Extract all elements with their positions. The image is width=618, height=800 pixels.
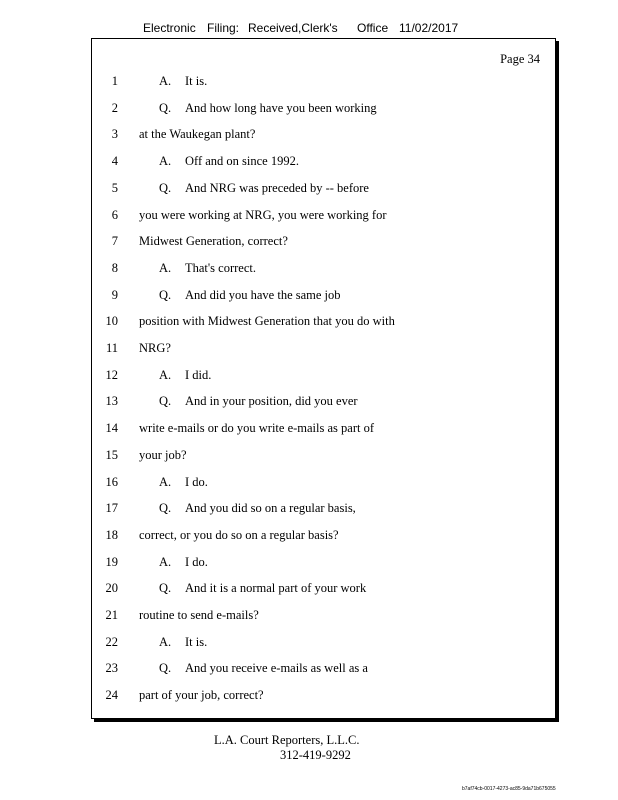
line-text <box>139 686 264 704</box>
line-text <box>159 499 356 517</box>
line-text <box>159 259 256 277</box>
line-number: 8 <box>111 260 118 275</box>
line-number: 20 <box>105 581 118 596</box>
filing-header-word: Filing: <box>207 21 240 35</box>
line-number: 17 <box>105 501 118 516</box>
line-body: It is. <box>185 74 208 88</box>
transcript-line <box>92 179 555 197</box>
line-text <box>139 419 374 437</box>
line-body: write e-mails or do you write e-mails as part of <box>139 421 374 436</box>
transcript-line <box>92 286 555 304</box>
line-body: And NRG was preceded by -- before <box>185 180 369 195</box>
transcript-line <box>92 392 555 410</box>
speaker-label: A. <box>159 554 172 569</box>
line-text <box>159 72 207 90</box>
line-number: 14 <box>105 421 118 436</box>
transcript-line <box>92 152 555 170</box>
transcript-line <box>92 606 555 624</box>
transcript-line <box>92 339 555 357</box>
footer-phone: 312-419-9292 <box>280 748 351 762</box>
speaker-label: Q. <box>159 180 172 195</box>
transcript-line <box>92 499 555 517</box>
line-number: 7 <box>111 234 118 249</box>
transcript-line <box>92 526 555 544</box>
line-number: 18 <box>105 527 118 542</box>
line-number: 13 <box>105 394 118 409</box>
line-body: routine to send e-mails? <box>139 608 259 622</box>
line-text <box>139 206 387 224</box>
line-text <box>139 339 171 357</box>
line-body: I did. <box>185 367 212 382</box>
line-body: part of your job, correct? <box>139 688 264 703</box>
transcript-line <box>92 125 555 143</box>
line-text <box>139 125 255 143</box>
transcript-line <box>92 312 555 330</box>
speaker-label: Q. <box>159 661 172 676</box>
line-number: 4 <box>111 154 118 169</box>
transcript-line <box>92 446 555 464</box>
filing-header-date: 11/02/2017 <box>399 21 459 35</box>
line-number: 12 <box>105 367 118 382</box>
speaker-label: A. <box>159 474 172 489</box>
line-text <box>139 446 187 464</box>
line-number: 16 <box>105 474 118 489</box>
line-body: position with Midwest Generation that you do with <box>139 314 395 329</box>
footer-company: L.A. Court Reporters, L.L.C. <box>214 733 360 747</box>
speaker-label: Q. <box>159 100 172 115</box>
transcript-line <box>92 259 555 277</box>
page-number: Page 34 <box>500 52 540 66</box>
line-body: NRG? <box>139 341 171 355</box>
transcript-line <box>92 553 555 571</box>
transcript-line <box>92 473 555 491</box>
line-number: 9 <box>111 287 118 302</box>
transcript-line <box>92 659 555 677</box>
line-number: 23 <box>105 661 118 676</box>
line-body: I do. <box>185 554 208 569</box>
filing-header <box>0 21 618 37</box>
filing-header-word: Office <box>357 21 389 35</box>
line-body: And did you have the same job <box>185 287 341 302</box>
speaker-label: A. <box>159 367 172 382</box>
line-number: 2 <box>111 100 118 115</box>
line-text <box>159 473 208 491</box>
transcript-line <box>92 72 555 90</box>
speaker-label: A. <box>159 154 172 169</box>
line-text <box>139 526 339 544</box>
line-body: That's correct. <box>185 260 256 275</box>
line-text <box>139 312 395 330</box>
line-number: 6 <box>111 207 118 222</box>
line-body: And you receive e-mails as well as a <box>185 661 368 676</box>
transcript-line <box>92 633 555 651</box>
line-text <box>159 553 208 571</box>
line-text <box>159 659 368 677</box>
line-body: correct, or you do so on a regular basis? <box>139 527 339 542</box>
line-number: 5 <box>111 180 118 195</box>
transcript-page <box>91 38 556 719</box>
line-text <box>159 179 369 197</box>
line-body: Midwest Generation, correct? <box>139 234 288 249</box>
line-body: you were working at NRG, you were working for <box>139 207 387 222</box>
line-text <box>139 232 288 250</box>
line-body: And how long have you been working <box>185 100 377 115</box>
line-number: 10 <box>105 314 118 329</box>
speaker-label: Q. <box>159 581 172 596</box>
speaker-label: A. <box>159 74 172 88</box>
line-number: 22 <box>105 634 118 649</box>
line-text <box>159 99 377 117</box>
line-text <box>159 152 299 170</box>
line-text <box>139 606 259 624</box>
transcript-line <box>92 99 555 117</box>
line-body: at the Waukegan plant? <box>139 127 256 142</box>
transcript-line <box>92 232 555 250</box>
line-text <box>159 633 207 651</box>
line-body: Off and on since 1992. <box>185 154 299 169</box>
line-number: 19 <box>105 554 118 569</box>
line-body: I do. <box>185 474 208 489</box>
document-hash: b7af74cb-0017-4273-ac85-9da71b675055 <box>462 786 556 792</box>
line-body: It is. <box>185 634 208 649</box>
line-body: And it is a normal part of your work <box>185 581 367 596</box>
filing-header-word: Electronic <box>143 21 196 35</box>
transcript-line <box>92 206 555 224</box>
speaker-label: Q. <box>159 287 172 302</box>
line-number: 3 <box>111 127 118 142</box>
speaker-label: A. <box>159 260 172 275</box>
speaker-label: Q. <box>159 501 172 516</box>
transcript-line <box>92 579 555 597</box>
line-number: 1 <box>111 74 118 88</box>
transcript-line <box>92 686 555 704</box>
speaker-label: A. <box>159 634 172 649</box>
transcript-line <box>92 419 555 437</box>
line-body: your job? <box>139 447 187 462</box>
line-body: And in your position, did you ever <box>185 394 358 409</box>
line-body: And you did so on a regular basis, <box>185 501 356 516</box>
line-number: 21 <box>105 608 118 622</box>
filing-header-word: Received,Clerk's <box>248 21 338 35</box>
line-text <box>159 392 358 410</box>
line-number: 15 <box>105 447 118 462</box>
line-text <box>159 286 341 304</box>
line-text <box>159 366 211 384</box>
transcript-line <box>92 366 555 384</box>
line-text <box>159 579 366 597</box>
line-number: 11 <box>105 341 118 355</box>
line-number: 24 <box>105 688 118 703</box>
speaker-label: Q. <box>159 394 172 409</box>
